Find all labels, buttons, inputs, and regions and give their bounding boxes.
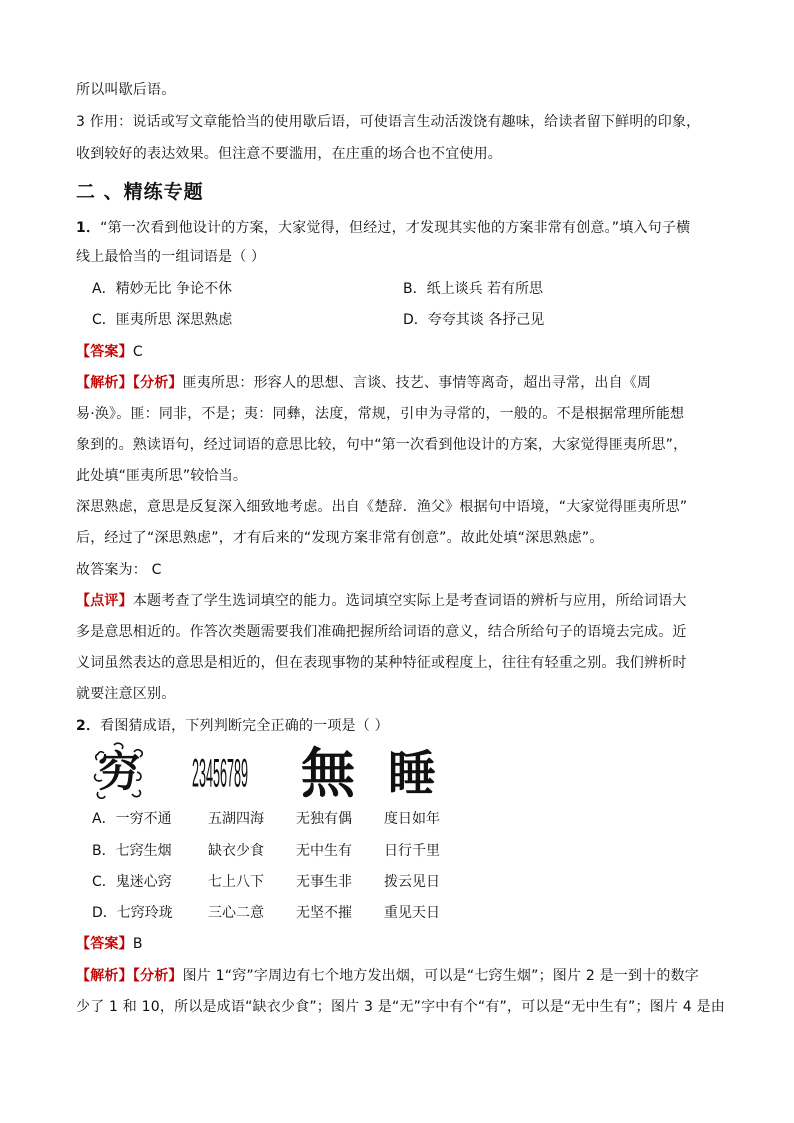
- picture-1-char: 穷: [97, 747, 141, 796]
- q2-option-d-2: 三心二意: [208, 905, 264, 921]
- q1-comment-line-2: 多是意思相近的。作答次类题需要我们准确把握所给词语的意义，结合所给句子的语境去完成。近: [76, 624, 687, 640]
- q1-answer-label: 【答案】: [76, 344, 133, 360]
- q1-analysis-line-3: 象到的。熟读语句，经过词语的意思比较，句中“第一次看到他设计的方案，大家觉得匪夷所思”，: [76, 437, 688, 453]
- q2-option-c-1: C．鬼迷心窍: [92, 874, 172, 890]
- intro-line-2: 3 作用：说话或写文章能恰当的使用歇后语，可使语言生动活泼饶有趣味，给读者留下鲜明的印象，: [76, 114, 701, 130]
- q2-analysis-label: 【解析】【分析】: [76, 968, 183, 984]
- q1-stem-line-1: [76, 218, 726, 238]
- digits-image: [190, 742, 250, 802]
- puzzle-picture-4: [386, 742, 438, 802]
- q2-answer: [76, 934, 726, 954]
- picture-3-char: 無: [301, 741, 355, 805]
- q1-option-b: B．纸上谈兵 若有所思: [403, 281, 544, 297]
- wu-character-image: [300, 741, 356, 805]
- q2-analysis-line-1: [76, 966, 726, 986]
- q1-comment-line-1: [76, 591, 726, 611]
- sleep-character-image: [386, 742, 438, 802]
- puzzle-picture-2: [190, 742, 250, 802]
- q1-analysis-line-2: 易·涣》。匪：同非，不是；夷：同彝，法度，常规，引申为寻常的，一般的。不是根据常理所能想: [76, 406, 685, 422]
- q1-analysis-line-5: 深思熟虑，意思是反复深入细致地考虑。出自《楚辞．渔父》根据句中语境，“大家觉得匪夷所思”: [76, 499, 688, 515]
- q2-option-c-4: 拨云见日: [384, 874, 440, 890]
- q2-option-b-4: 日行千里: [384, 843, 440, 859]
- q1-comment-line-4: 就要注意区别。: [76, 686, 176, 702]
- section-title: 二 、精练专题: [76, 181, 204, 203]
- q1-number: 1．: [76, 220, 101, 236]
- picture-4-char: 睡: [387, 746, 437, 802]
- q2-stem-text: 看图猜成语，下列判断完全正确的一项是（ ）: [100, 718, 389, 734]
- q2-option-a-3: 无独有偶: [296, 811, 352, 827]
- smoke-character-image: [94, 742, 144, 802]
- q2-option-c-3: 无事生非: [296, 874, 352, 890]
- q2-option-c-2: 七上八下: [208, 874, 264, 890]
- q1-analysis-label: 【解析】【分析】: [76, 375, 183, 391]
- q1-answer: [76, 342, 726, 362]
- puzzle-picture-3: [300, 741, 356, 805]
- q1-final-answer: 故答案为： C: [76, 562, 162, 578]
- q1-comment-label: 【点评】: [76, 593, 133, 609]
- q2-option-b-2: 缺衣少食: [208, 843, 264, 859]
- intro-line-1: 所以叫歇后语。: [76, 82, 176, 98]
- q1-analysis-line-1: [76, 373, 726, 393]
- q2-option-d-3: 无坚不摧: [296, 905, 352, 921]
- q1-option-c: C．匪夷所思 深思熟虑: [92, 312, 233, 328]
- q2-answer-value: B: [132, 936, 143, 952]
- q1-comment-text-1: 本题考查了学生选词填空的能力。选词填空实际上是考查词语的辨析与应用，所给词语大: [132, 593, 687, 609]
- intro-line-3: 收到较好的表达效果。但注意不要滥用，在庄重的场合也不宜使用。: [76, 146, 502, 162]
- q1-analysis-text-1: 匪夷所思：形容人的思想、言谈、技艺、事情等离奇，超出寻常，出自《周: [182, 375, 652, 391]
- q2-option-a-1: A．一穷不通: [92, 811, 172, 827]
- q2-number: 2．: [76, 718, 101, 734]
- q2-option-d-1: D．七窍玲珑: [92, 905, 173, 921]
- q1-option-d: D．夸夸其谈 各抒己见: [403, 312, 545, 328]
- q1-option-a: A．精妙无比 争论不休: [92, 281, 233, 297]
- q1-stem-text: “第一次看到他设计的方案，大家觉得，但经过，才发现其实他的方案非常有创意。”填入句子横: [100, 220, 691, 236]
- q1-analysis-line-6: 后，经过了“深思熟虑”，才有后来的“发现方案非常有创意”。故此处填“深思熟虑”。: [76, 530, 604, 546]
- q2-answer-label: 【答案】: [76, 936, 133, 952]
- q2-option-a-4: 度日如年: [384, 811, 440, 827]
- q2-analysis-line-2: 少了 1 和 10，所以是成语“缺衣少食”；图片 3 是“无”字中有个“有”，可以是“无中生有”；图片 4 是由: [76, 999, 725, 1015]
- q2-option-b-1: B．七窍生烟: [92, 843, 172, 859]
- q2-analysis-text-1: 图片 1“窍”字周边有七个地方发出烟，可以是“七窍生烟”；图片 2 是一到十的数字: [182, 968, 699, 984]
- q2-option-a-2: 五湖四海: [208, 811, 264, 827]
- q1-comment-line-3: 义词虽然表达的意思是相近的，但在表现事物的某种特征或程度上，往往有轻重之别。我们辨析时: [76, 655, 687, 671]
- q1-analysis-line-4: 此处填“匪夷所思”较恰当。: [76, 468, 248, 484]
- q1-answer-value: C: [132, 344, 143, 360]
- q2-option-d-4: 重见天日: [384, 905, 440, 921]
- puzzle-picture-1: [94, 742, 144, 802]
- q2-option-b-3: 无中生有: [296, 843, 352, 859]
- q1-stem-line-2: 线上最恰当的一组词语是（ ）: [76, 249, 266, 265]
- q2-stem: [76, 716, 726, 736]
- picture-2-digits: 23456789: [192, 751, 248, 797]
